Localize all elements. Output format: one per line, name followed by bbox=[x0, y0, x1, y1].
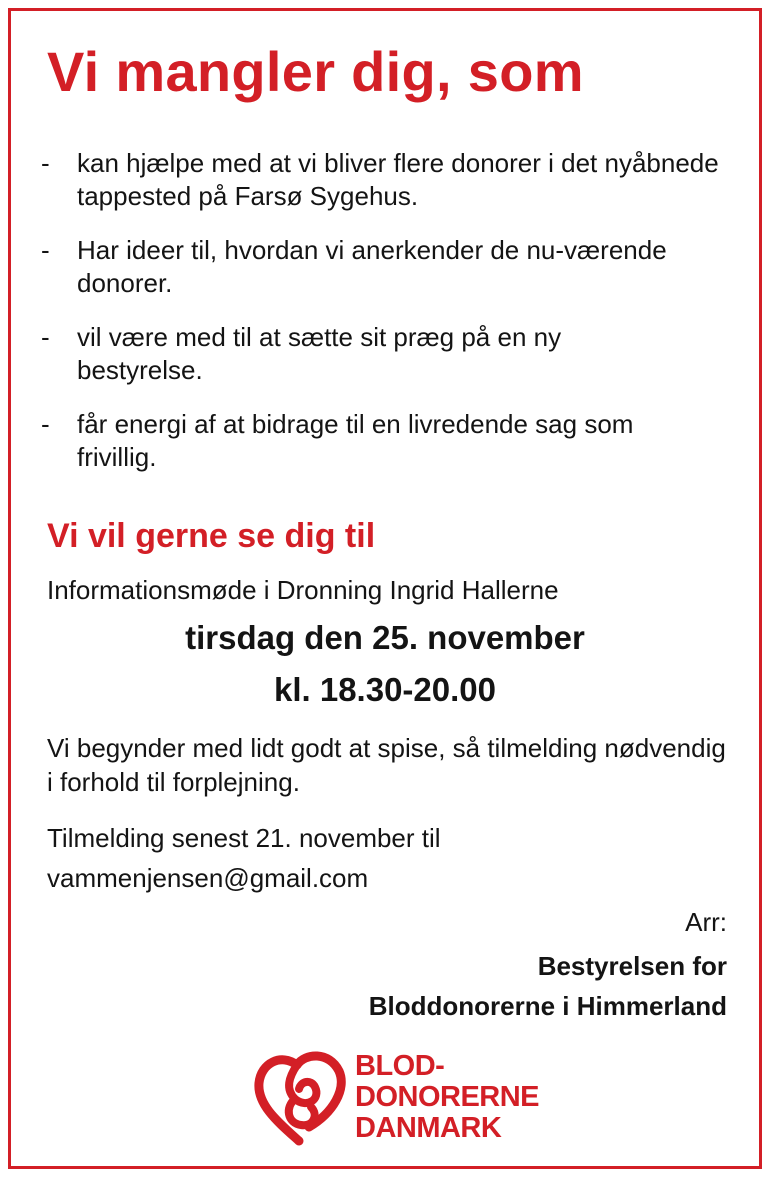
organizer-line-1: Bestyrelsen for bbox=[537, 951, 727, 981]
logo-wordmark bbox=[355, 1051, 539, 1144]
heart-logo-icon bbox=[249, 1043, 359, 1153]
bullet-item bbox=[41, 234, 741, 300]
bullet-item bbox=[41, 321, 741, 387]
event-name: Informationsmøde i Dronning Ingrid Hallerne bbox=[47, 575, 559, 605]
bullet-text: kan hjælpe med at vi bliver flere donorer i det nyåbnede tappested på Farsø Sygehus. bbox=[77, 148, 719, 211]
logo-line-1: BLOD- bbox=[355, 1050, 445, 1082]
bloddonorerne-logo bbox=[249, 1043, 549, 1153]
poster-frame bbox=[8, 8, 762, 1169]
bullet-item bbox=[41, 408, 741, 474]
registration-deadline: Tilmelding senest 21. november til bbox=[47, 823, 441, 853]
logo-line-2: DONORERNE bbox=[355, 1081, 540, 1113]
bullet-text: får energi af at bidrage til en livredende sag som frivillig. bbox=[77, 409, 634, 472]
bullet-item bbox=[41, 147, 741, 213]
bullet-dash: - bbox=[41, 235, 50, 265]
event-time: kl. 18.30-20.00 bbox=[273, 671, 496, 708]
food-note: Vi begynder med lidt godt at spise, så tilmelding nødvendig i forhold til forplejning. bbox=[47, 733, 726, 797]
bullet-list bbox=[41, 147, 741, 495]
headline: Vi mangler dig, som bbox=[47, 40, 584, 103]
registration-email[interactable]: vammenjensen@gmail.com bbox=[47, 863, 369, 893]
bullet-text: vil være med til at sætte sit præg på en ny bestyrelse. bbox=[77, 322, 562, 385]
organizer-label: Arr: bbox=[685, 907, 727, 937]
organizer-line-2: Bloddonorerne i Himmerland bbox=[368, 991, 727, 1021]
event-date: tirsdag den 25. november bbox=[185, 619, 585, 656]
logo-line-3: DANMARK bbox=[355, 1112, 502, 1144]
bullet-dash: - bbox=[41, 322, 50, 352]
invite-heading: Vi vil gerne se dig til bbox=[47, 517, 376, 555]
bullet-dash: - bbox=[41, 148, 50, 178]
bullet-text: Har ideer til, hvordan vi anerkender de nu-værende donorer. bbox=[77, 235, 667, 298]
bullet-dash: - bbox=[41, 409, 50, 439]
